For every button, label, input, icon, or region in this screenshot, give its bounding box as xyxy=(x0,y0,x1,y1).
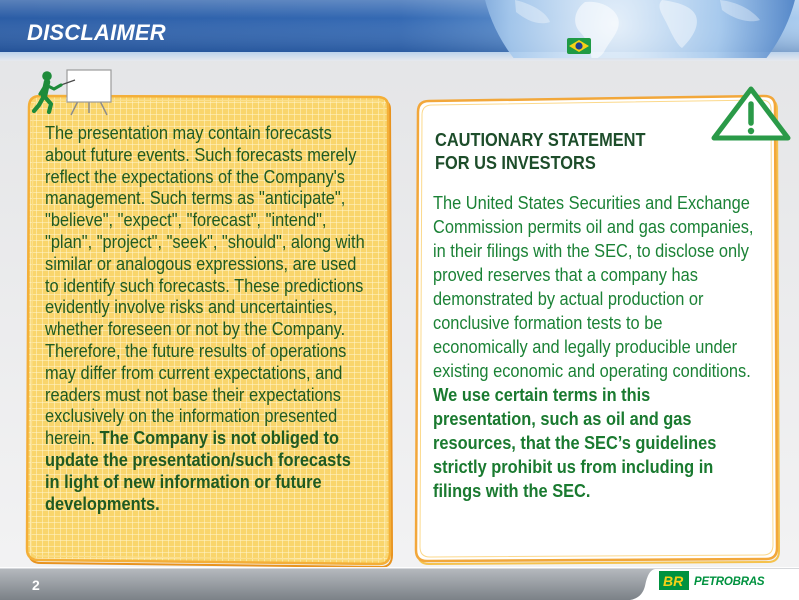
left-text-line: "believe", "expect", "forecast", "intend", xyxy=(45,210,327,231)
left-text-line: to identify such forecasts. These predictions xyxy=(45,275,364,296)
footer-top-line xyxy=(0,567,799,569)
left-text-segment: herein. xyxy=(45,428,100,449)
right-text-line: demonstrated by actual production or xyxy=(433,289,704,309)
left-text-line: Therefore, the future results of operations xyxy=(45,340,347,361)
left-text-line: whether foreseen or not by the Company. xyxy=(45,319,346,340)
right-panel-text xyxy=(433,191,753,503)
left-text-line: reflect the expectations of the Company's xyxy=(45,166,345,187)
right-title-line: CAUTIONARY STATEMENT xyxy=(435,130,646,150)
right-text-line: Commission permits oil and gas companies, xyxy=(433,217,754,237)
right-panel-title xyxy=(435,129,646,175)
right-text-bold-line: strictly prohibit us from including in xyxy=(433,457,714,477)
right-text-line: proved reserves that a company has xyxy=(433,265,698,285)
left-text-line: readers must not base their expectations xyxy=(45,384,341,405)
left-text-line: evidently involve risks and uncertainties, xyxy=(45,297,338,318)
left-text-line: The presentation may contain forecasts xyxy=(45,123,332,143)
slide-title: DISCLAIMER xyxy=(27,20,166,45)
left-text-bold-line: in light of new information or future xyxy=(45,471,322,492)
logo-mark: BR xyxy=(663,573,684,589)
whiteboard xyxy=(67,70,111,102)
left-text-line: "plan", "project", "seek", "should", along with xyxy=(45,231,365,252)
right-text-line: conclusive formation tests to be xyxy=(433,313,663,333)
right-text-bold-line: We use certain terms in this xyxy=(433,385,651,405)
right-title-line: FOR US INVESTORS xyxy=(435,153,596,173)
logo-wordmark: PETROBRAS xyxy=(694,576,765,588)
left-text-line: exclusively on the information presented xyxy=(45,406,338,427)
right-text-bold-line: resources, that the SEC’s guidelines xyxy=(433,433,717,453)
left-text-line: may differ from current expectations, and xyxy=(45,362,343,383)
left-text-line: about future events. Such forecasts merely xyxy=(45,144,357,165)
right-text-line: existing economic and operating conditions. xyxy=(433,361,751,381)
brazil-flag-icon xyxy=(567,38,591,54)
flag-globe xyxy=(575,42,582,49)
left-text-bold-line: developments. xyxy=(45,493,160,514)
left-text-line: similar or analogous expressions, are used xyxy=(45,253,357,274)
warning-exclamation-dot xyxy=(748,128,754,134)
right-text-line: The United States Securities and Exchange xyxy=(433,193,750,213)
page-number: 2 xyxy=(32,577,40,593)
left-text-mixed-line xyxy=(45,428,365,450)
right-text-line: in their filings with the SEC, to disclose only xyxy=(433,241,749,261)
right-text-line: economically and legally producible under xyxy=(433,337,738,357)
left-text-bold-segment: The Company is not obliged to xyxy=(99,428,339,449)
left-text-line: management. Such terms as "anticipate", xyxy=(45,188,346,209)
left-text-bold-line: update the presentation/such forecasts xyxy=(45,449,351,470)
left-panel-text xyxy=(45,123,365,515)
right-text-bold-line: filings with the SEC. xyxy=(433,481,591,501)
right-text-bold-line: presentation, such as oil and gas xyxy=(433,409,692,429)
